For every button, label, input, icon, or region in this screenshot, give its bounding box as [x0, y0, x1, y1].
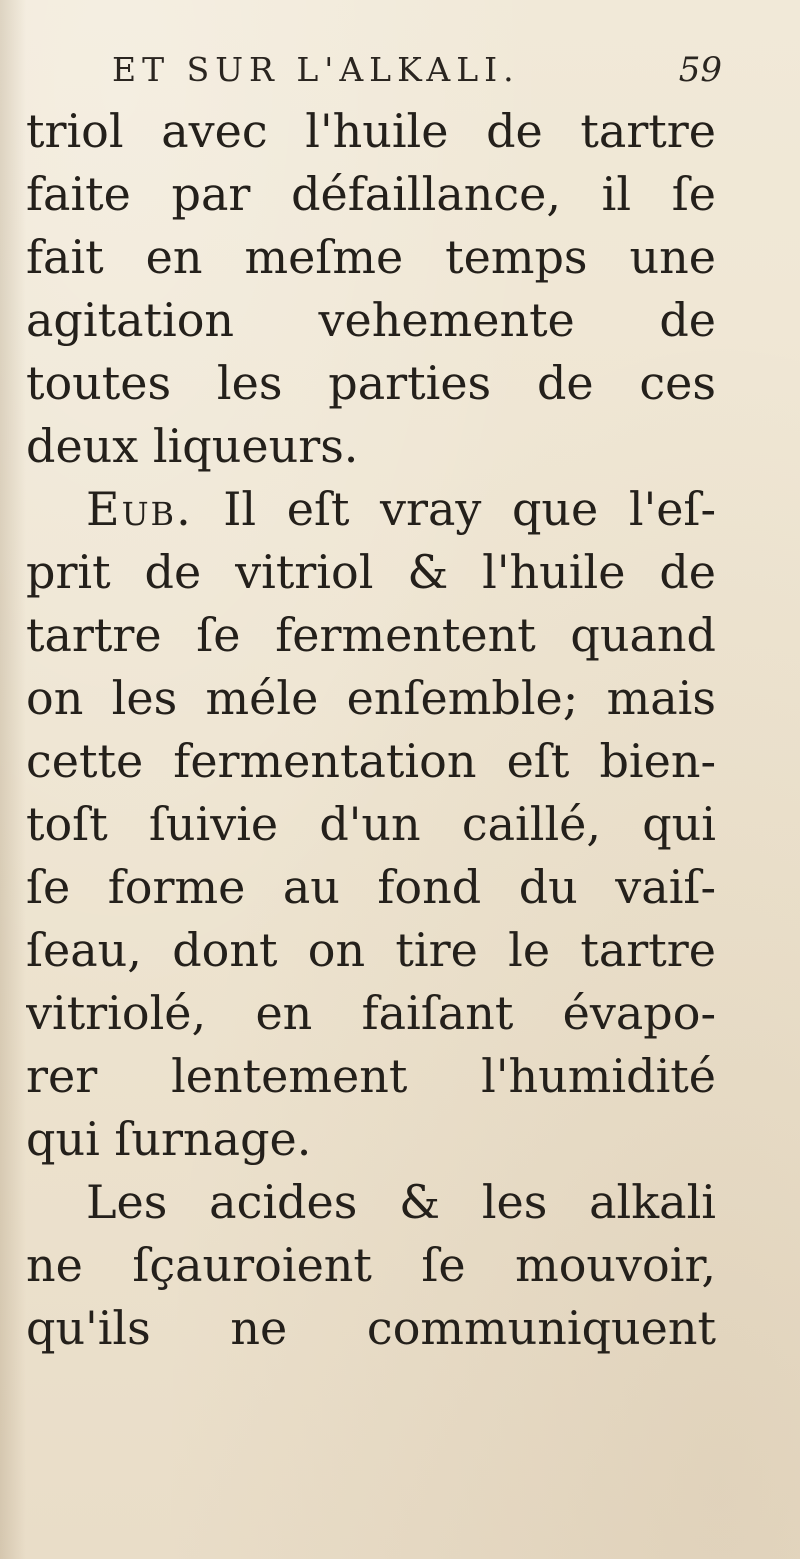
text-line: faite par défaillance, il ſe: [26, 167, 716, 221]
text-line: toſt ſuivie d'un caillé, qui: [26, 797, 716, 851]
text-line: tartre ſe fermentent quand: [26, 608, 716, 662]
text-line: agitation vehemente de: [26, 293, 716, 347]
text-line: deux liqueurs.: [26, 419, 359, 473]
text-line: qui ſurnage.: [26, 1112, 312, 1166]
text-line: cette fermentation eſt bien-: [26, 734, 716, 788]
text-line: ſe forme au fond du vaiſ-: [26, 860, 716, 914]
text-line: toutes les parties de ces: [26, 356, 716, 410]
running-head: [112, 44, 722, 100]
paragraph-first-line: Les acides & les alkali: [86, 1175, 716, 1229]
running-head-title: ET SUR L'ALKALI.: [112, 50, 520, 89]
text-line: rer lentement l'humidité: [26, 1049, 716, 1103]
paragraph-first-line: [26, 478, 716, 541]
speaker-label: Eub.: [86, 482, 193, 536]
text-line: qu'ils ne communiquent: [26, 1301, 716, 1355]
text-line: vitriolé, en faiſant évapo-: [26, 986, 716, 1040]
text-line: ſeau, dont on tire le tartre: [26, 923, 716, 977]
gutter-shadow: [0, 0, 26, 1559]
body-text: [26, 100, 716, 1360]
text-line: Il eſt vray que l'eſ-: [223, 482, 716, 536]
page-number: 59: [678, 50, 722, 90]
text-line: triol avec l'huile de tartre: [26, 104, 716, 158]
text-line: ne ſçauroient ſe mouvoir,: [26, 1238, 716, 1292]
text-line: prit de vitriol & l'huile de: [26, 545, 716, 599]
text-line: fait en meſme temps une: [26, 230, 716, 284]
text-line: on les méle enſemble; mais: [26, 671, 716, 725]
